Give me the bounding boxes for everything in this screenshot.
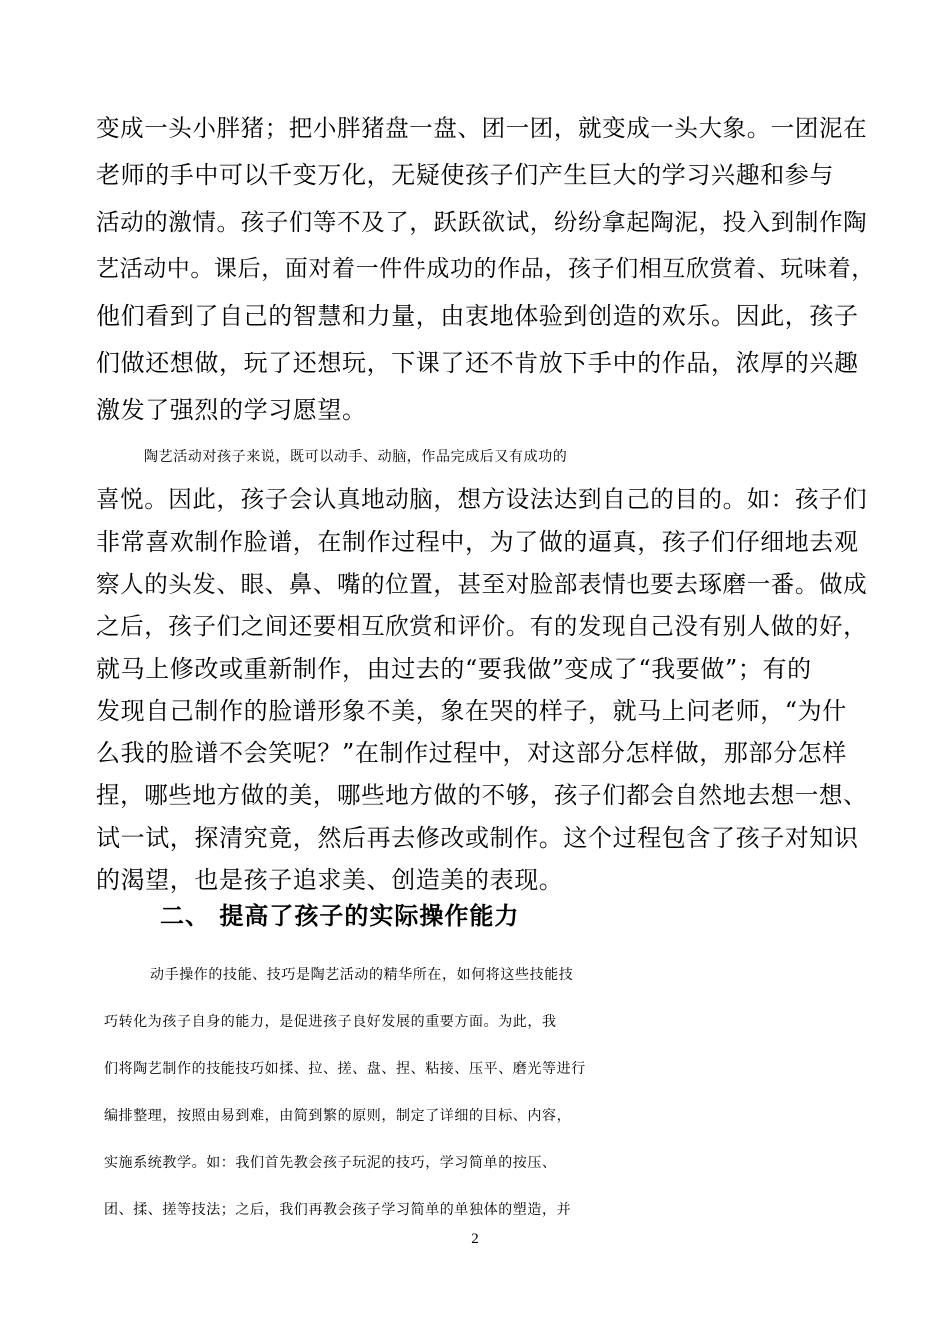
section-paragraph-line-1: 动手操作的技能、技巧是陶艺活动的精华所在，如何将这些技能技 [150, 967, 574, 983]
paragraph-1-line-7: 激发了强烈的学习愿望。 [96, 396, 367, 424]
section-paragraph-line-4: 编排整理，按照由易到难，由简到繁的原则，制定了详细的目标、内容， [104, 1108, 572, 1124]
paragraph-2-line-6: 就马上修改或重新制作，由过去的“要我做”变成了“我要做”；有的 [96, 655, 812, 683]
section-paragraph-line-5: 实施系统教学。如：我们首先教会孩子玩泥的技巧，学习简单的按压、 [104, 1155, 557, 1171]
paragraph-2-line-4: 察人的头发、眼、鼻、嘴的位置，甚至对脸部表情也要去琢磨一番。做成 [96, 570, 868, 598]
paragraph-2-line-9: 捏，哪些地方做的美，哪些地方做的不够，孩子们都会自然地去想一想、 [96, 781, 868, 809]
paragraph-2-line-2: 喜悦。因此，孩子会认真地动脑，想方设法达到自己的目的。如：孩子们 [96, 485, 868, 513]
paragraph-1-line-2: 老师的手中可以千变万化，无疑使孩子们产生巨大的学习兴趣和参与 [96, 161, 834, 189]
paragraph-2-line-10: 试一试，探清究竟，然后再去修改或制作。这个过程包含了孩子对知识 [96, 824, 859, 852]
paragraph-2-line-11: 的渴望，也是孩子追求美、创造美的表现。 [96, 866, 564, 894]
paragraph-1-line-3: 活动的激情。孩子们等不及了，跃跃欲试，纷纷拿起陶泥，投入到制作陶 [96, 208, 868, 236]
section-paragraph-line-3: 们将陶艺制作的技能技巧如揉、拉、搓、盘、捏、粘接、压平、磨光等进行 [104, 1061, 586, 1077]
paragraph-2-line-1: 陶艺活动对孩子来说，既可以动手、动脑，作品完成后又有成功的 [144, 449, 568, 465]
paragraph-2-line-7: 发现自己制作的脸谱形象不美，象在哭的样子，就马上问老师，“为什 [96, 697, 847, 725]
page-number: 2 [471, 1231, 479, 1247]
paragraph-1-line-6: 们做还想做，玩了还想玩，下课了还不肯放下手中的作品，浓厚的兴趣 [96, 349, 859, 377]
section-paragraph-line-2: 巧转化为孩子自身的能力，是促进孩子良好发展的重要方面。为此，我 [104, 1014, 557, 1030]
paragraph-2-line-3: 非常喜欢制作脸谱，在制作过程中，为了做的逼真，孩子们仔细地去观 [96, 528, 859, 556]
section-paragraph-line-6: 团、揉、搓等技法；之后，我们再教会孩子学习简单的单独体的塑造，并 [104, 1202, 572, 1218]
paragraph-2-line-8: 么我的脸谱不会笑呢？”在制作过程中，对这部分怎样做，那部分怎样 [96, 739, 847, 767]
paragraph-1-line-5: 他们看到了自己的智慧和力量，由衷地体验到创造的欢乐。因此，孩子 [96, 302, 859, 330]
paragraph-2-line-5: 之后，孩子们之间还要相互欣赏和评价。有的发现自己没有别人做的好， [96, 612, 868, 640]
paragraph-1-line-1: 变成一头小胖猪；把小胖猪盘一盘、团一团，就变成一头大象。一团泥在 [96, 114, 868, 142]
paragraph-1-line-4: 艺活动中。课后，面对着一件件成功的作品，孩子们相互欣赏着、玩味着， [96, 256, 875, 282]
section-heading: 二、 提高了孩子的实际操作能力 [160, 901, 520, 930]
